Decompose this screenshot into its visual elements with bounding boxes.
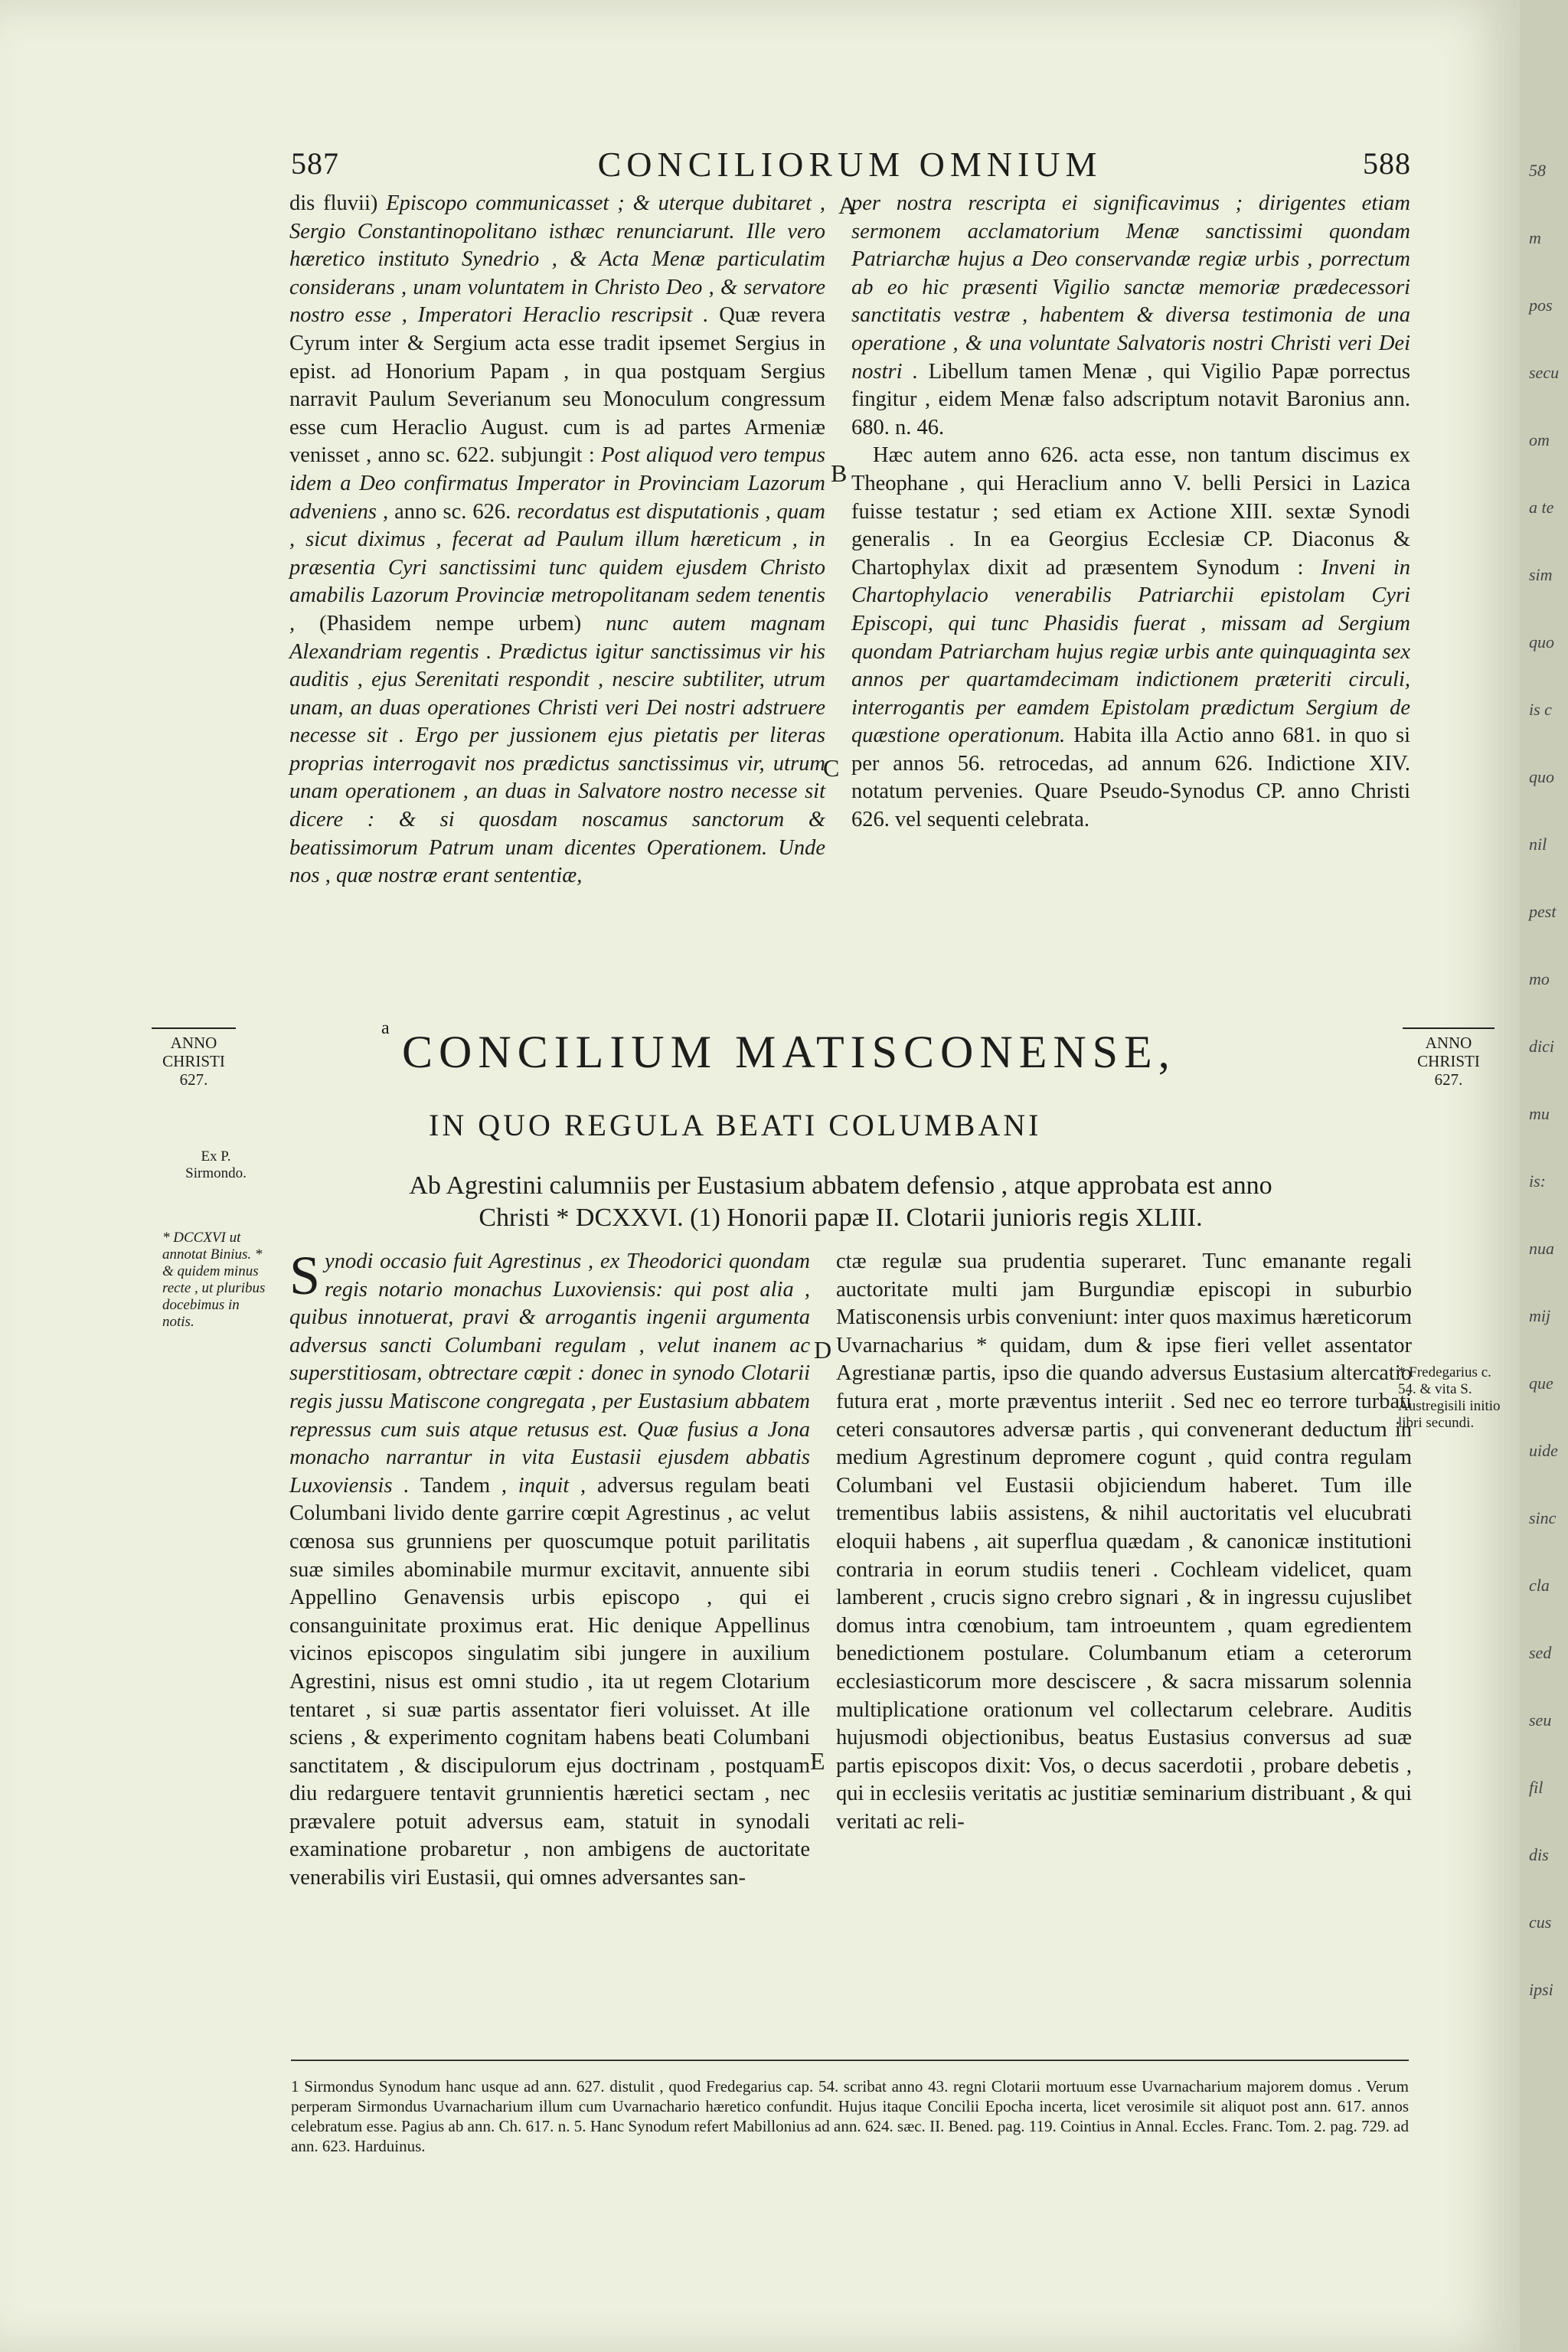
adjacent-page-fragment: mu <box>1529 1104 1550 1123</box>
adjacent-page-fragment: mij <box>1529 1306 1551 1325</box>
adjacent-page-fragment: 58 <box>1529 161 1546 180</box>
bottom-left-column <box>289 1245 810 1893</box>
bottom-right-column <box>836 1248 1412 1836</box>
text-run: nunc autem magnam Alexandriam regentis . Prædictus igitur sanctissimus vir his auditis , ejus Serenitati respondit , nescire subtiliter, utrum unam, an duas operationes Christi veri Dei nostri adstruere necesse sit . Ergo per jussionem ejus pietatis per literas proprias interrogavit nos prædictus sanctissimus vir, utrum unam operationem , an duas in Salvatore nostro necesse sit dicere : & si quosdam noscamus sanctorum & beatissimorum Patrum unam dicentes Operationem. Unde nos , quæ nostræ erant sententiæ, <box>289 611 825 888</box>
adjacent-page-edge <box>1520 0 1568 2352</box>
summary-line-2: Christi * DCXXVI. (1) Honorii papæ II. Clotarii junioris regis XLIII. <box>479 1204 1203 1232</box>
adjacent-page-fragment: dici <box>1529 1037 1554 1056</box>
text-run: per nostra rescripta ei significavimus ; dirigentes etiam sermonem acclamatorium Menæ sanctissimi quondam Patriarchæ hujus a Deo conservandæ regiæ urbis , porrectum ab eo hic præsenti Vigilio sanctæ memoriæ prædecessori sanctitatis vestræ , habentem & diversa testimonia de una operatione , & una voluntate Salvatoris nostri Christi veri Dei nostri . <box>851 191 1410 384</box>
adjacent-page-fragment: dis <box>1529 1845 1549 1864</box>
text-run: Libellum tamen Menæ , qui Vigilio Papæ porrectus fingitur , eidem Menæ falso adscriptum notavit Baronius ann. 680. n. 46. <box>851 359 1410 439</box>
anno-right-christi: CHRISTI <box>1417 1052 1480 1070</box>
text-run: Inveni in Chartophylacio venerabilis Patriarchii epistolam Cyri Episcopi, qui tunc Phasidis fuerat , missam ad Sergium quondam Patriarcham hujus regiæ urbis ante quinquaginta sex annos per quartamdecimam indictionem præteriti circuli, interrogantis per eamdem Epistolam prædictum Sergium de quæstione operationum. <box>851 555 1410 748</box>
section-marker-e: E <box>810 1747 825 1775</box>
page-number-left: 587 <box>291 146 339 181</box>
anno-christi-right <box>1403 1027 1494 1089</box>
adjacent-page-fragment: pest <box>1529 902 1557 921</box>
drop-cap: S <box>289 1245 321 1306</box>
footnote: 1 Sirmondus Synodum hanc usque ad ann. 627. distulit , quod Fredegarius cap. 54. scribat anno 43. regni Clotarii mortuum esse Uvarnacharium majorem domus . Verum perperam Sirmondus Uvarnacharium illum cum Uvarnachario hæretico confundit. Hujus itaque Concilii Epocha incerta, licet verosimile sit aliquot post ann. 617. annos celebratum esse. Pagius ab ann. Ch. 617. n. 5. Hanc Synodum refert Mabillonius ad ann. 624. sæc. II. Bened. pag. 119. Cointius in Annal. Eccles. Franc. Tom. 2. pag. 729. ad ann. 623. Harduinus. <box>291 2077 1409 2155</box>
top-right-text <box>851 190 1410 835</box>
text-run: inquit , <box>518 1473 586 1498</box>
adjacent-page-fragment: nua <box>1529 1239 1554 1258</box>
section-marker-d: D <box>814 1336 832 1364</box>
adjacent-page-fragment: ipsi <box>1529 1980 1553 1999</box>
anno-right-word: ANNO <box>1425 1034 1472 1052</box>
top-left-column <box>289 190 825 890</box>
text-run: ynodi occasio fuit Agrestinus , ex Theodorici quondam regis notario monachus Luxoviensis: qui post alia , quibus innotuerat, pravi & arrogantis ingenii argumenta adversus sancti Columbani regulam , velut inanem ac superstitiosam, obtrectare cœpit : donec in synodo Clotarii regis jussu Matiscone congregata , per Eustasium abbatem repressus cum suis atque retusus est. Quæ fusius a Jona monacho narrantur in vita Eustasii ejusdem abbatis Luxoviensis . <box>289 1250 810 1498</box>
summary-line-1: Ab Agrestini calumniis per Eustasium abbatem defensio , atque approbata est anno <box>409 1171 1272 1200</box>
text-run: anno sc. 626. <box>388 499 518 524</box>
top-right-column <box>851 190 1410 835</box>
anno-right-year: 627. <box>1434 1070 1463 1089</box>
adjacent-page-fragment: que <box>1529 1374 1553 1393</box>
adjacent-page-fragment: mo <box>1529 969 1550 988</box>
text-run: Episcopo communicasset ; & uterque dubitaret , Sergio Constantinopolitano isthæc renunciarunt. Ille vero hæretico instituto Synedrio , & Acta Menæ particulatim considerans , unam voluntatem in Christo Deo , & servatore nostro esse , Imperatori Heraclio rescripsit . <box>289 191 825 328</box>
page-number-right: 588 <box>1363 146 1411 181</box>
council-summary <box>274 1170 1407 1234</box>
margin-note-right: * Fredegarius c. 54. & vita S. Austregisili initio libri secundi. <box>1398 1364 1501 1431</box>
adjacent-page-fragment: pos <box>1529 296 1553 315</box>
running-head: CONCILIORUM OMNIUM <box>597 145 1102 184</box>
section-marker-b: B <box>831 459 848 487</box>
section-marker-a: A <box>838 191 857 219</box>
anno-left-word: ANNO <box>170 1034 217 1052</box>
source-note: Ex P. Sirmondo. <box>185 1148 247 1181</box>
council-subtitle: IN QUO REGULA BEATI COLUMBANI <box>429 1108 1042 1142</box>
adjacent-page-fragment: cus <box>1529 1913 1552 1932</box>
text-run: recordatus est disputationis , quam , sicut diximus , fecerat ad Paulum illum hæreticum , in præsentia Cyri sanctissimi tunc quidem ejusdem Christo amabilis Lazorum Provinciæ metropolitanam sedem tenentis , <box>289 499 825 635</box>
anno-christi-left <box>152 1027 236 1089</box>
text-run: Post aliquod vero tempus idem a Deo confirmatus Imperator in Provinciam Lazorum adveniens , <box>289 443 825 524</box>
adjacent-page-fragment: quo <box>1529 632 1554 652</box>
adjacent-page-fragment: a te <box>1529 498 1554 517</box>
footnote-divider <box>291 2060 1409 2061</box>
text-run: Quæ revera Cyrum inter & Sergium acta esse tradit ipsemet Sergius in epist. ad Honorium Papam , in qua postquam Sergius narravit Paulum Severianum seu Monoculum congressum esse cum Heraclio August. cum is ad partes Armeniæ venisset , anno sc. 622. subjungit : <box>289 303 825 468</box>
anno-left-year: 627. <box>179 1070 208 1089</box>
adjacent-page-fragment: is c <box>1529 700 1552 719</box>
council-title: CONCILIUM MATISCONENSE, <box>402 1027 1176 1077</box>
text-run: adversus regulam beati Columbani livido dente garrire cœpit Agrestinus , ac velut cœnosa sus grunniens per quoscumque potuit parilitatis suæ similes abominabile murmur excitavit, annuente sibi Appellino Genavensis urbis episcopo , qui ei consanguinitate proximus erat. Hic denique Appellinus vicinos episcopos singulatim sibi jungere in auxilium Agrestini, nisus est omni studio , ita ut regem Clotarium tentaret , si suæ partis assentator fieri voluisset. At ille sciens , & experimento cognitam habens beati Columbani sanctitatem , & discipulorum ejus doctrinam , postquam diu redarguere tentavit grunnientis hæretici sectam , nec prævalere potuit adversus eam, statuit in synodali examinatione probaretur , non ambigens de auctoritate venerabilis viri Eustasii, qui omnes adversantes san- <box>289 1473 810 1890</box>
adjacent-page-fragment: seu <box>1529 1710 1552 1730</box>
adjacent-page-fragment: nil <box>1529 835 1547 854</box>
adjacent-page-fragment: secu <box>1529 363 1560 382</box>
bottom-right-text: ctæ regulæ sua prudentia superaret. Tunc emanante regali auctoritate multi jam Burgundiæ episcopi in suburbio Matisconensis urbis conveniunt: inter quos maximus hæreticorum Uvarnacharius * quidam, dum & ipse fieri vellet assentator Agrestianæ partis, ipso die quando adversus Eustasium altercatio futura erat , morte præventus interiit . Sed nec eo terrore turbati ceteri consautores adversæ partis , qui convenerant deductum in medium Agrestinum depromere cogunt , quid contra regulam Columbani vel Eustasii objiciendum haberet. Tum ille trementibus labiis assistens, & nihil auctoritatis vel elucubrati eloquii habens , ait superflua quædam , & canonicæ institutioni contraria in eorum studiis teneri . Cochleam videlicet, quam lamberent , crucis signo crebro signari , & in ingressu cujuslibet domus intra cœnobium, tam introeuntem , quam egredientem benedictionem postulare. Columbanum etiam a ceterorum ecclesiasticorum more desciscere , & sacra missarum solennia multiplicatione orationum vel collectarum celebrare. Auditis hujusmodi objectionibus, beatus Eustasius conversus ad suæ partis episcopos dixit: Vos, o decus sacerdotii , probare debetis , qui in ecclesiis veritatis ac justitiæ seminarium distribuant , & qui veritati ac reli- <box>836 1250 1412 1834</box>
margin-note-left: * DCCXVI ut annotat Binius. * & quidem minus recte , ut pluribus docebimus in notis. <box>162 1230 266 1330</box>
adjacent-page-fragments <box>1520 0 1568 2001</box>
adjacent-page-fragment: om <box>1529 430 1550 449</box>
bottom-left-text <box>289 1245 810 1890</box>
text-run: Tandem , <box>409 1473 518 1498</box>
footnote-superscript-a: a <box>381 1018 390 1038</box>
top-left-text <box>289 190 825 890</box>
text-run: Hæc autem anno 626. acta esse, non tantum discimus ex Theophane , qui Heraclium anno V. belli Persici in Lazica fuisse testatur ; sed etiam ex Actione XIII. sextæ Synodi generalis . In ea Georgius Ecclesiæ CP. Diaconus & Chartophylax dixit ad præsentem Synodum : <box>851 443 1410 580</box>
anno-left-christi: CHRISTI <box>162 1052 225 1070</box>
adjacent-page-fragment: sinc <box>1529 1508 1557 1527</box>
text-run: dis fluvii) <box>289 191 387 215</box>
adjacent-page-fragment: fil <box>1529 1778 1544 1797</box>
adjacent-page-fragment: m <box>1529 228 1541 247</box>
adjacent-page-fragment: sed <box>1529 1643 1552 1662</box>
section-marker-c: C <box>823 754 840 782</box>
adjacent-page-fragment: uide <box>1529 1441 1558 1460</box>
text-run: Habita illa Actio anno 681. in quo si per annos 56. retrocedas, ad annum 626. Indictione XIV. notatum pervenies. Quare Pseudo-Synodus CP. anno Christi 626. vel sequenti celebrata. <box>851 724 1410 832</box>
adjacent-page-fragment: sim <box>1529 565 1553 584</box>
adjacent-page-fragment: quo <box>1529 767 1554 786</box>
text-run: (Phasidem nempe urbem) <box>295 611 606 635</box>
adjacent-page-fragment: is: <box>1529 1171 1546 1191</box>
adjacent-page-fragment: cla <box>1529 1576 1550 1595</box>
